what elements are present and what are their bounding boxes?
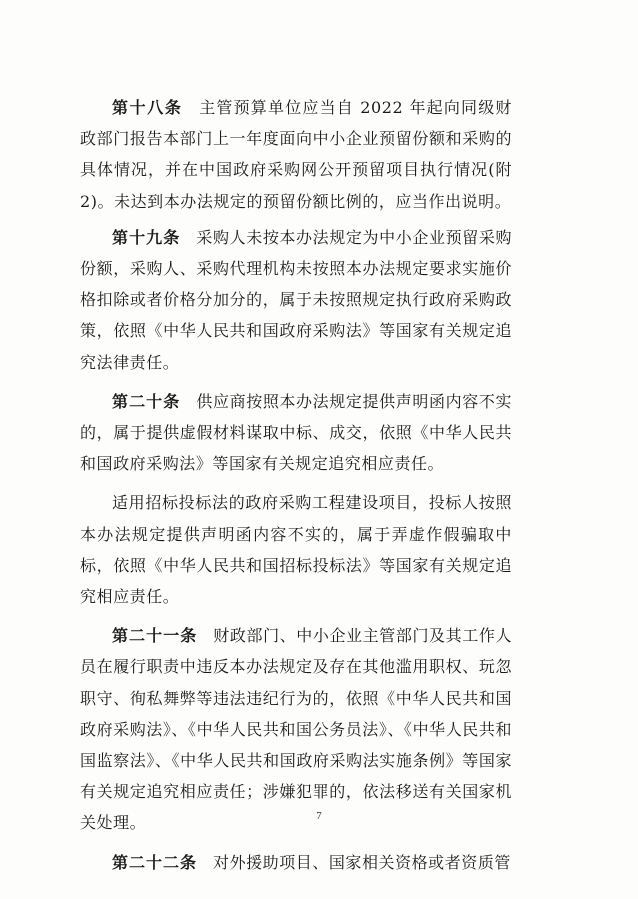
article-20-heading: 第二十条 xyxy=(112,391,181,411)
article-20-text: 供应商按照本办法规定提供声明函内容不实的，属于提供虚假材料谋取中标、成交，依照《中华人民共和国政府采购法》等国家有关规定追究相应责任。 xyxy=(80,391,512,474)
article-22 xyxy=(80,847,512,878)
article-19-heading: 第十九条 xyxy=(112,227,181,247)
article-19 xyxy=(80,222,512,378)
article-21 xyxy=(80,620,512,838)
article-21-heading: 第二十一条 xyxy=(112,626,198,646)
article-22-heading: 第二十二条 xyxy=(112,852,198,872)
article-18-text: 主管预算单位应当自 2022 年起向同级财政部门报告本部门上一年度面向中小企业预留份额和采购的具体情况，并在中国政府采购网公开预留项目执行情况(附2)。未达到本办法规定的预留份额比例的，应当作出说明。 xyxy=(80,98,512,211)
article-19-text: 采购人未按本办法规定为中小企业预留采购份额，采购人、采购代理机构未按照本办法规定要求实施价格扣除或者价格分加分的，属于未按照规定执行政府采购政策，依照《中华人民共和国政府采购法》等国家有关规定追究法律责任。 xyxy=(80,227,512,372)
article-20-paragraph-2 xyxy=(80,487,512,612)
article-20 xyxy=(80,386,512,480)
page-number: 7 xyxy=(316,810,322,822)
body-text xyxy=(80,92,512,878)
article-22-text: 对外援助项目、国家相关资格或者资质管 xyxy=(213,852,511,872)
article-18 xyxy=(80,92,512,217)
article-21-text: 财政部门、中小企业主管部门及其工作人员在履行职责中违反本办法规定及存在其他滥用职权、玩忽职守、徇私舞弊等违法违纪行为的，依照《中华人民共和国政府采购法》、《中华人民共和国公务员法》、《中华人民共和国监察法》、《中华人民共和国政府采购法实施条例》等国家有关规定追究相应责任；涉嫌犯罪的，依法移送有关国家机关处理。 xyxy=(80,626,512,833)
article-18-heading: 第十八条 xyxy=(112,98,183,117)
article-20-paragraph-2-text: 适用招标投标法的政府采购工程建设项目，投标人按照本办法规定提供声明函内容不实的，属于弄虚作假骗取中标，依照《中华人民共和国招标投标法》等国家有关规定追究相应责任。 xyxy=(80,493,512,607)
